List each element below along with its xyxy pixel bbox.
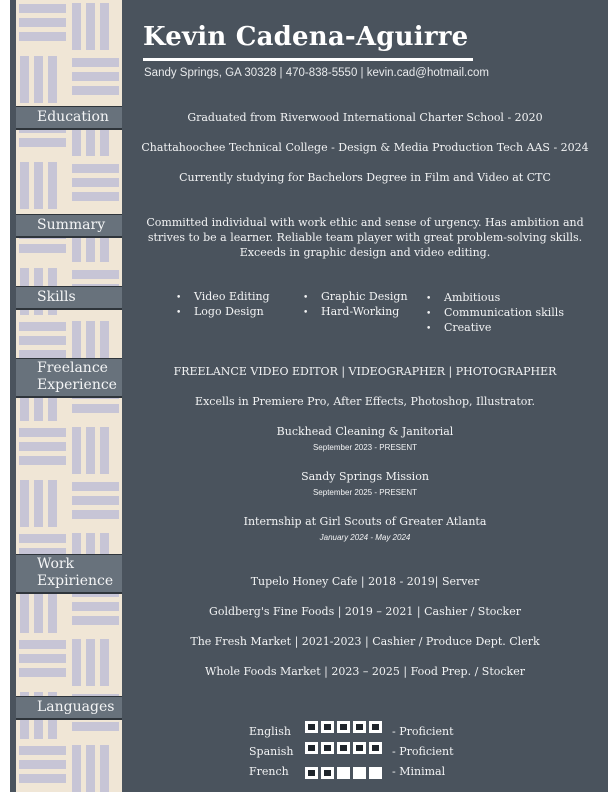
summary-text: Committed individual with work ethic and sense of urgency. Has ambition and strives to be a learner. Reliable team player with great problem-solving skills. Exceeds in graphic design and video editing. [146, 216, 584, 259]
freelance-job-name: Sandy Springs Mission [301, 470, 429, 483]
section-label-languages: Languages [16, 696, 122, 720]
freelance-job-dates: January 2024 - May 2024 [319, 533, 411, 542]
section-label-summary: Summary [16, 214, 122, 238]
freelance-job-dates: September 2023 - PRESENT [312, 443, 418, 452]
language-level: - Minimal [392, 765, 446, 778]
page-margin-strip [0, 0, 10, 792]
section-label-skills: Skills [16, 286, 122, 310]
skills-column-3 [426, 291, 564, 336]
language-rating [305, 742, 382, 754]
rating-box-filled [369, 742, 382, 754]
language-name: Spanish [249, 745, 294, 758]
contact-info: Sandy Springs, GA 30328 | 470-838-5550 | kevin.cad@hotmail.com [144, 67, 489, 79]
rating-box-filled [321, 767, 334, 779]
page-right-margin [608, 0, 612, 792]
section-label-work-experience: Work Expirience [16, 554, 122, 594]
language-level: - Proficient [392, 745, 454, 758]
education-line: Currently studying for Bachelors Degree in Film and Video at CTC [179, 171, 551, 184]
candidate-name: Kevin Cadena-Aguirre [143, 22, 469, 52]
freelance-title: FREELANCE VIDEO EDITOR | VIDEOGRAPHER | PHOTOGRAPHER [173, 365, 557, 378]
language-rating [305, 721, 382, 733]
name-underline [143, 58, 473, 61]
rating-box-empty [353, 767, 366, 779]
language-level: - Proficient [392, 725, 454, 738]
skill-item: • Video Editing [176, 290, 270, 303]
rating-box-filled [305, 767, 318, 779]
language-name: English [249, 725, 291, 738]
freelance-job-name: Buckhead Cleaning & Janitorial [276, 425, 454, 438]
rating-box-filled [353, 721, 366, 733]
skills-column-1 [176, 290, 270, 320]
skill-item: • Graphic Design [303, 290, 408, 303]
education-line: Chattahoochee Technical College - Design & Media Production Tech AAS - 2024 [141, 141, 589, 154]
rating-box-filled [353, 742, 366, 754]
rating-box-filled [305, 742, 318, 754]
rating-box-filled [369, 721, 382, 733]
rating-box-empty [369, 767, 382, 779]
section-label-education: Education [16, 106, 122, 130]
skill-item: • Creative [426, 321, 492, 334]
language-name: French [249, 765, 289, 778]
rating-box-filled [305, 721, 318, 733]
skills-column-2 [303, 290, 408, 320]
work-entry: The Fresh Market | 2021-2023 | Cashier / Produce Dept. Clerk [190, 635, 540, 648]
rating-box-filled [321, 721, 334, 733]
work-entry: Goldberg's Fine Foods | 2019 – 2021 | Cashier / Stocker [209, 605, 521, 618]
section-label-freelance-experience: Freelance Experience [16, 358, 122, 398]
freelance-job-name: Internship at Girl Scouts of Greater Atlanta [243, 515, 487, 528]
rating-box-filled [321, 742, 334, 754]
freelance-tools: Excells in Premiere Pro, After Effects, Photoshop, Illustrator. [195, 395, 535, 408]
work-entry: Tupelo Honey Cafe | 2018 - 2019| Server [250, 575, 480, 588]
skill-item: • Hard-Working [303, 305, 400, 318]
language-rating [305, 767, 382, 779]
rating-box-filled [337, 742, 350, 754]
education-line: Graduated from Riverwood International Charter School - 2020 [187, 111, 543, 124]
skill-item: • Communication skills [426, 306, 564, 319]
rating-box-empty [337, 767, 350, 779]
skill-item: • Logo Design [176, 305, 264, 318]
skill-item: • Ambitious [426, 291, 501, 304]
rating-box-filled [337, 721, 350, 733]
work-entry: Whole Foods Market | 2023 – 2025 | Food Prep. / Stocker [205, 665, 525, 678]
freelance-job-dates: September 2025 - PRESENT [312, 488, 418, 497]
